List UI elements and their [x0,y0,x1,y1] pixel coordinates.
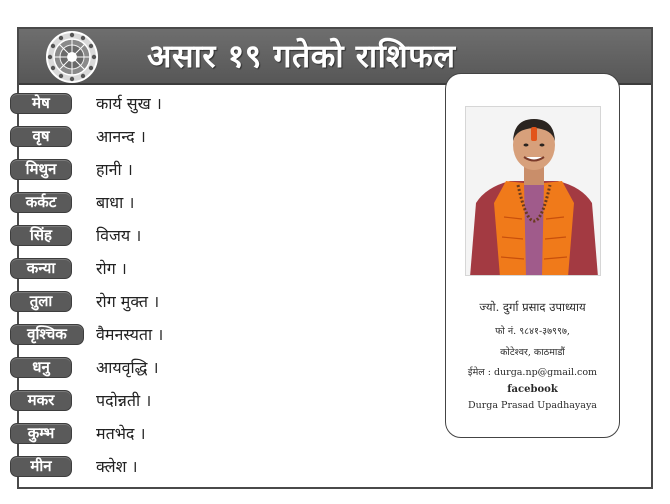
list-item [10,92,310,116]
list-item [10,290,310,314]
list-item [10,191,310,215]
list-item [10,389,310,413]
sign-prediction: क्लेश । [96,457,138,476]
astrologer-email[interactable]: ईमेल : durga.np@gmail.com [467,367,598,378]
astrologer-phone: फो नं. ९८४१-३७९९७, [495,326,570,337]
sign-prediction: आयवृद्धि । [96,358,159,377]
sign-prediction: कार्य सुख । [96,94,162,113]
sign-badge: धनु [10,357,72,378]
astrologer-photo [465,106,601,276]
sign-prediction: आनन्द । [96,127,146,146]
sign-badge: तुला [10,291,72,312]
sign-badge: मेष [10,93,72,114]
list-item [10,455,310,479]
sign-badge: सिंह [10,225,72,246]
sign-badge: वृष [10,126,72,147]
list-item [10,422,310,446]
list-item [10,356,310,380]
astrologer-location: कोटेश्वर, काठमाडौं [500,347,565,358]
list-item [10,224,310,248]
sign-prediction: विजय । [96,226,142,245]
sign-prediction: बाधा । [96,193,135,212]
sign-badge: कुम्भ [10,423,72,444]
astrologer-card [445,73,620,438]
sign-badge: मिथुन [10,159,72,180]
facebook-label: facebook [507,384,558,395]
page-title: असार १९ गतेको राशिफल [147,37,456,75]
sign-badge: वृश्चिक [10,324,84,345]
sign-badge: कर्कट [10,192,72,213]
portrait-illustration [466,107,601,276]
sign-prediction: रोग मुक्त । [96,292,160,311]
sign-prediction: मतभेद । [96,424,146,443]
sign-prediction: हानी । [96,160,133,179]
sign-badge: मकर [10,390,72,411]
sign-prediction: वैमनस्यता । [96,325,164,344]
list-item [10,257,310,281]
sign-prediction: रोग । [96,259,127,278]
list-item [10,125,310,149]
facebook-name[interactable]: Durga Prasad Upadhayaya [468,400,597,411]
zodiac-wheel-icon [45,30,99,84]
sign-badge: कन्या [10,258,72,279]
list-item [10,158,310,182]
sign-prediction: पदोन्नती । [96,391,152,410]
astrologer-name: ज्यो. दुर्गा प्रसाद उपाध्याय [479,300,586,314]
sign-badge: मीन [10,456,72,477]
list-item [10,323,310,347]
